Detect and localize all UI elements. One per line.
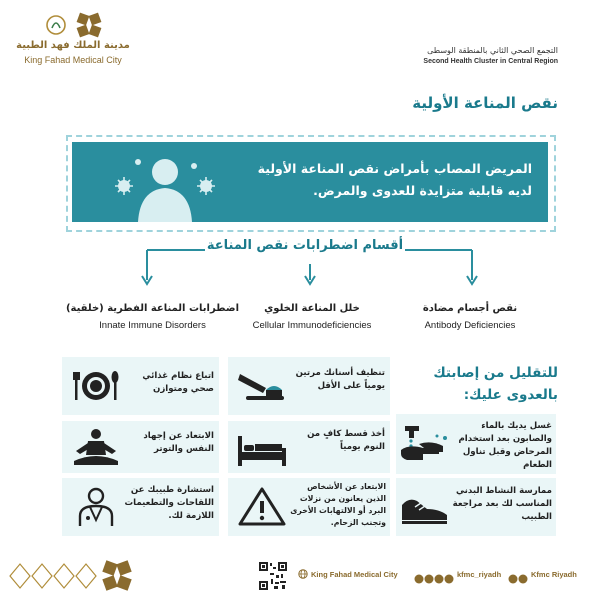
banner-text xyxy=(212,158,532,202)
facebook-icon xyxy=(519,575,528,584)
doctor-icon xyxy=(70,486,122,526)
page-title: نقص المناعة الأولية xyxy=(412,94,558,112)
globe-icon xyxy=(298,569,308,579)
category-cellular-ar: خلل المناعة الخلوي xyxy=(264,303,360,314)
tips-heading xyxy=(418,362,558,406)
snapchat-icon xyxy=(415,575,424,584)
category-innate-en: Innate Immune Disorders xyxy=(99,320,206,331)
toothbrush-icon xyxy=(236,366,288,406)
banner-line-1: المريض المصاب بأمراض نقص المناعة الأولية xyxy=(257,161,532,176)
tip-text-sleep: أخذ قسط كافٍ من النوم يومياً xyxy=(307,429,385,452)
tip-text-handwash: غسل يديك بالماء والصابون بعد استخدام المرحاض وقبل تناول الطعام xyxy=(458,421,552,470)
youtube-icon xyxy=(445,575,454,584)
cluster-arabic-name: التجمع الصحي الثاني بالمنطقة الوسطى xyxy=(427,46,558,55)
arrow-down-icon xyxy=(140,250,154,286)
logo-arabic-name: مدينة الملك فهد الطبية xyxy=(16,40,130,51)
cluster-english-name: Second Health Cluster in Central Region xyxy=(423,58,558,65)
category-antibody-ar: نقص أجسام مضادة xyxy=(422,303,518,314)
warning-icon xyxy=(236,486,288,526)
sneaker-icon xyxy=(399,487,451,527)
tip-text-diet: اتباع نظام غذائي صحي ومتوازن xyxy=(142,371,214,394)
tip-text-exercise: ممارسة النشاط البدني المناسب لك بعد مراجعة الطبيب xyxy=(452,486,552,522)
twitter-icon xyxy=(435,575,444,584)
tip-text-teeth: تنظيف أسنانك مرتين يومياً على الأقل xyxy=(295,368,385,391)
arrow-down-icon xyxy=(303,264,317,286)
plate-icon xyxy=(70,366,122,406)
kfmc-logo-mark xyxy=(44,12,104,38)
footer-website[interactable]: King Fahad Medical City xyxy=(311,570,398,579)
logo-english-name: King Fahad Medical City xyxy=(24,55,122,65)
footer-social-handle[interactable]: kfmc_riyadh xyxy=(457,570,502,579)
footer-pattern-logo xyxy=(6,560,136,592)
category-cellular-en: Cellular Immunodeficiencies xyxy=(252,320,372,331)
banner-line-2: لديه قابلية متزايدة للعدوى والمرض. xyxy=(313,183,532,198)
social-icons xyxy=(414,569,454,579)
youtube-icon xyxy=(509,575,518,584)
tips-heading-line-2: بالعدوى عليك: xyxy=(463,387,558,403)
tip-text-crowds: الابتعاد عن الأشخاص الذين يعانون من نزلات البرد أو الالتهابات الأخرى وتجنب الزحام. xyxy=(290,482,386,527)
handwash-icon xyxy=(399,424,451,464)
category-innate-ar: اضطرابات المناعة الفطرية (خلقية) xyxy=(65,303,240,314)
tips-heading-line-1: للتقليل من إصابتك xyxy=(433,365,558,381)
category-antibody-en: Antibody Deficiencies xyxy=(424,320,516,331)
tip-text-stress: الابتعاد عن إجهاد النفس والتوتر xyxy=(143,431,214,454)
footer-media-handle[interactable]: Kfmc Riyadh xyxy=(531,570,577,579)
instagram-icon xyxy=(425,575,434,584)
sick-patient-icon xyxy=(110,148,220,222)
qr-code-icon[interactable] xyxy=(258,561,288,591)
arrow-down-icon xyxy=(465,250,479,286)
media-icons xyxy=(508,569,528,579)
categories-title: أقسام اضطرابات نقص المناعة xyxy=(206,238,404,253)
meditation-icon xyxy=(70,427,122,467)
bed-icon xyxy=(236,428,288,468)
tip-text-doctor: استشارة طبيبك عن اللقاحات والتطعيمات اللازمة لك. xyxy=(124,485,214,521)
